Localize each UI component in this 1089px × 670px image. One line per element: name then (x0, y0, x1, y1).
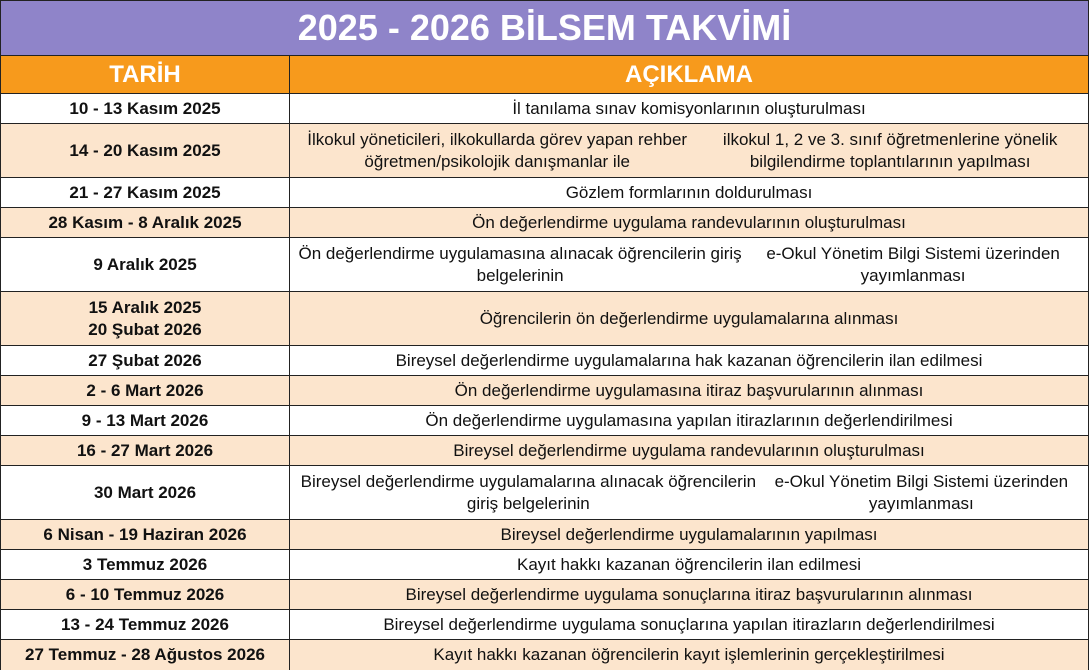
description-text: Ön değerlendirme uygulamasına itiraz başvurularının alınması (454, 380, 924, 400)
date-text: 2 - 6 Mart 2026 (86, 380, 204, 400)
table-cell-description (290, 94, 1088, 124)
date-text: 27 Temmuz - 28 Ağustos 2026 (25, 645, 265, 664)
table-cell-description (290, 238, 1088, 292)
table-cell-description (290, 178, 1088, 208)
table-cell-description (290, 436, 1088, 466)
table-cell-date (1, 436, 290, 466)
table-cell-date (1, 208, 290, 238)
table-cell-date (1, 292, 290, 346)
date-text: 3 Temmuz 2026 (82, 554, 208, 574)
description-text: Bireysel değerlendirme uygulama sonuçlarına itiraz başvurularının alınması (405, 584, 973, 604)
description-text: ilkokul 1, 2 ve 3. sınıf öğretmenlerine yönelik bilgilendirme toplantılarının yapılması (722, 129, 1058, 171)
description-text: e-Okul Yönetim Bilgi Sistemi üzerinden yayımlanması (774, 471, 1069, 513)
date-text: 30 Mart 2026 (93, 482, 197, 502)
table-cell-date (1, 178, 290, 208)
description-text: İl tanılama sınav komisyonlarının oluşturulması (512, 98, 866, 118)
description-text: Kayıt hakkı kazanan öğrencilerin kayıt işlemlerinin gerçekleştirilmesi (433, 645, 945, 664)
table-cell-date (1, 610, 290, 640)
date-text: 6 Nisan - 19 Haziran 2026 (43, 524, 247, 544)
table-cell-description (290, 376, 1088, 406)
date-text: 6 - 10 Temmuz 2026 (65, 584, 225, 604)
table-cell-date (1, 550, 290, 580)
table-cell-description (290, 580, 1088, 610)
date-text: 27 Şubat 2026 (88, 350, 202, 370)
header-description: AÇIKLAMA (290, 56, 1088, 94)
description-text: Gözlem formlarının doldurulması (565, 182, 813, 202)
date-text: 16 - 27 Mart 2026 (76, 440, 214, 460)
table-cell-date (1, 346, 290, 376)
table-cell-date (1, 580, 290, 610)
table-cell-description (290, 520, 1088, 550)
table-cell-date (1, 406, 290, 436)
description-text: Bireysel değerlendirme uygulamalarının yapılması (500, 524, 878, 544)
description-text: Ön değerlendirme uygulamasına yapılan itirazlarının değerlendirilmesi (425, 410, 953, 430)
description-text: İlkokul yöneticileri, ilkokullarda görev yapan rehber öğretmen/psikolojik danışmanlar ile (307, 129, 688, 171)
description-text: Bireysel değerlendirme uygulama randevularının oluşturulması (453, 440, 925, 460)
description-text: Bireysel değerlendirme uygulama sonuçlarına yapılan itirazların değerlendirilmesi (383, 614, 995, 634)
date-text: 9 Aralık 2025 (93, 254, 197, 274)
description-text: Ön değerlendirme uygulamasına alınacak öğrencilerin giriş belgelerinin (298, 243, 742, 285)
date-text: 21 - 27 Kasım 2025 (69, 182, 221, 202)
table-cell-description (290, 550, 1088, 580)
description-text: Kayıt hakkı kazanan öğrencilerin ilan edilmesi (517, 554, 861, 574)
table-title: 2025 - 2026 BİLSEM TAKVİMİ (1, 1, 1088, 56)
date-text: 28 Kasım - 8 Aralık 2025 (48, 212, 242, 232)
date-text: 10 - 13 Kasım 2025 (69, 98, 221, 118)
table-cell-description (290, 346, 1088, 376)
date-text: 15 Aralık 2025 (88, 297, 202, 317)
date-text: 9 - 13 Mart 2026 (81, 410, 209, 430)
table-cell-date (1, 94, 290, 124)
header-date: TARİH (1, 56, 290, 94)
table-cell-description (290, 466, 1088, 520)
description-text: Öğrencilerin ön değerlendirme uygulamalarına alınması (479, 308, 899, 328)
table-cell-date (1, 640, 290, 670)
table-cell-description (290, 640, 1088, 670)
table-cell-description (290, 208, 1088, 238)
date-text: 14 - 20 Kasım 2025 (69, 140, 221, 160)
table-cell-date (1, 124, 290, 178)
table-cell-description (290, 124, 1088, 178)
date-text: 20 Şubat 2026 (88, 319, 202, 339)
table-cell-description (290, 406, 1088, 436)
description-text: Bireysel değerlendirme uygulamalarına hak kazanan öğrencilerin ilan edilmesi (395, 350, 983, 370)
description-text: Ön değerlendirme uygulama randevularının oluşturulması (472, 212, 906, 232)
table-cell-date (1, 376, 290, 406)
description-text: Bireysel değerlendirme uygulamalarına alınacak öğrencilerin giriş belgelerinin (300, 471, 757, 513)
description-text: e-Okul Yönetim Bilgi Sistemi üzerinden yayımlanması (766, 243, 1060, 285)
table-cell-date (1, 238, 290, 292)
date-text: 13 - 24 Temmuz 2026 (61, 614, 229, 634)
table-cell-date (1, 520, 290, 550)
table-cell-description (290, 292, 1088, 346)
table-cell-date (1, 466, 290, 520)
table-cell-description (290, 610, 1088, 640)
